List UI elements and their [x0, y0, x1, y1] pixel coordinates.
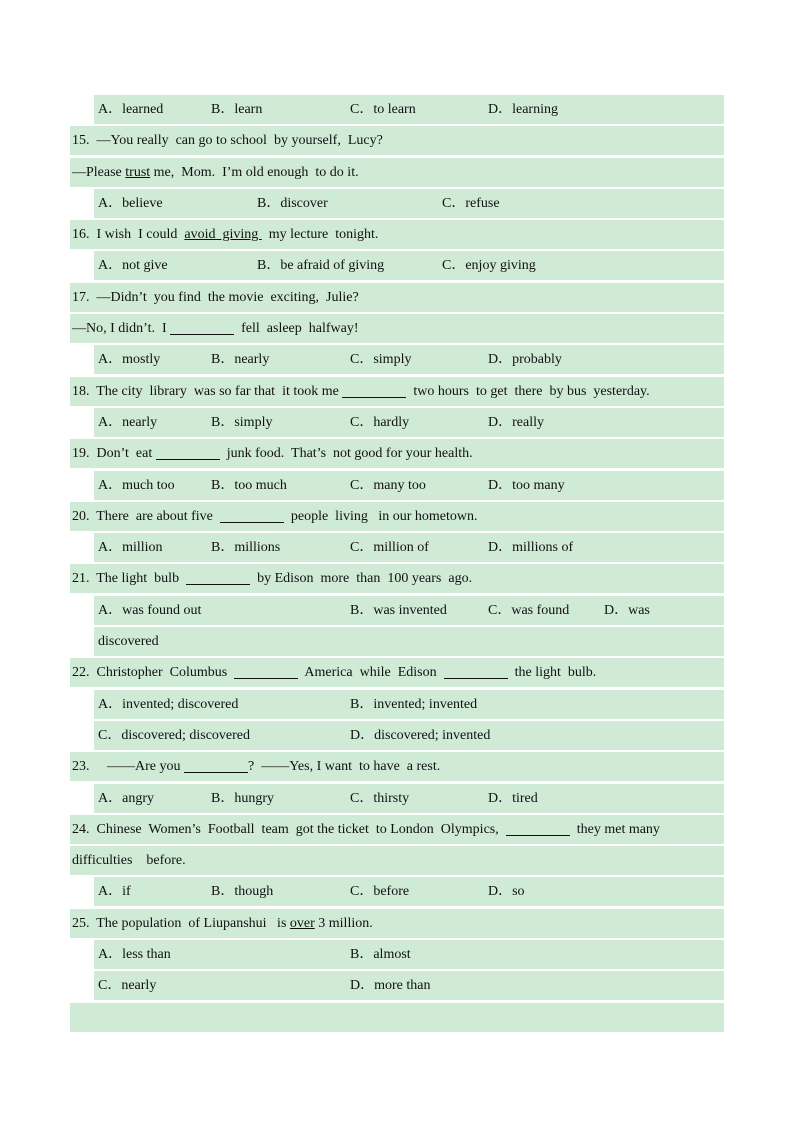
option: C．before — [350, 884, 410, 900]
option: D．discovered; invented — [350, 727, 491, 743]
option: C．thirsty — [350, 790, 410, 806]
options-row — [94, 189, 724, 218]
question-text: my lecture tonight. — [261, 227, 379, 243]
options-row — [94, 940, 724, 969]
question-line — [70, 314, 724, 343]
question-line — [70, 377, 724, 406]
answer-blank — [170, 318, 234, 335]
option: A．much too — [98, 477, 175, 493]
question-line — [70, 846, 724, 875]
question-text: 19. Don’t eat — [72, 446, 156, 462]
question-text: 22. Christopher Columbus — [72, 665, 235, 681]
options-row — [94, 784, 724, 813]
option: A．was found out — [98, 602, 202, 618]
answer-blank — [342, 381, 406, 398]
options-row — [94, 721, 724, 750]
answer-blank — [156, 443, 220, 460]
question-text: 20. There are about five — [72, 508, 220, 524]
question-text: they met many — [569, 821, 660, 837]
question-text: —Please — [72, 164, 126, 180]
option: A．nearly — [98, 414, 158, 430]
option: C．discovered; discovered — [98, 727, 251, 743]
question-text: 24. Chinese Women’s Football team got the ticket to London Olympics, — [72, 821, 506, 837]
options-row — [94, 251, 724, 280]
option: A．believe — [98, 195, 163, 211]
answer-blank — [220, 506, 284, 523]
question-line — [70, 220, 724, 249]
answer-blank — [506, 819, 570, 836]
option: B．simply — [211, 414, 273, 430]
option: A．mostly — [98, 352, 161, 368]
option: B．learn — [211, 102, 263, 117]
options-row — [94, 627, 724, 656]
option: A．invented; discovered — [98, 696, 239, 712]
option: D．really — [488, 414, 544, 430]
question-text: 18. The city library was so far that it took me — [72, 383, 343, 399]
option: D．was — [604, 602, 650, 618]
option: B．almost — [350, 947, 411, 963]
question-text: me, Mom. I’m old enough to do it. — [150, 164, 359, 180]
underlined-phrase: trust — [125, 164, 151, 180]
question-text: 17. —Didn’t you find the movie exciting, Julie? — [72, 289, 359, 305]
question-text: America while Edison — [298, 665, 444, 681]
option: B．though — [211, 884, 274, 900]
option: B．invented; invented — [350, 696, 478, 712]
question-text: two hours to get there by bus yesterday. — [406, 383, 650, 399]
option: D．more than — [350, 978, 431, 994]
question-line — [70, 502, 724, 531]
options-row — [94, 596, 724, 625]
option: D．so — [488, 884, 525, 900]
option: D．probably — [488, 352, 562, 368]
option: B．nearly — [211, 352, 270, 368]
option: A．not give — [98, 258, 168, 274]
option: D．tired — [488, 790, 538, 806]
option: A．learned — [98, 102, 164, 117]
answer-blank — [444, 662, 508, 679]
option: C．hardly — [350, 414, 410, 430]
question-text: the light bulb. — [507, 665, 597, 681]
option: C．simply — [350, 352, 412, 368]
option: C．enjoy giving — [442, 258, 536, 274]
question-text: people living in our hometown. — [283, 508, 478, 524]
question-line — [70, 439, 724, 468]
option: A．if — [98, 884, 131, 900]
question-line — [70, 752, 724, 781]
question-line — [70, 658, 724, 687]
option: C．refuse — [442, 195, 500, 211]
question-line — [70, 564, 724, 593]
option: C．to learn — [350, 102, 416, 117]
option: A．million — [98, 540, 163, 556]
underlined-phrase: over — [289, 915, 315, 931]
question-text: 21. The light bulb — [72, 571, 187, 587]
options-row — [94, 408, 724, 437]
option: D．learning — [488, 102, 558, 117]
question-line — [70, 815, 724, 844]
answer-blank — [186, 568, 250, 585]
option: A．less than — [98, 947, 171, 963]
question-text: 23. ——Are you — [72, 759, 184, 775]
question-text: ? ——Yes, I want to have a rest. — [248, 759, 441, 775]
question-text: fell asleep halfway! — [234, 321, 359, 337]
option: B．was invented — [350, 602, 447, 618]
options-row — [94, 690, 724, 719]
question-text: 3 million. — [314, 915, 373, 931]
option: D．millions of — [488, 540, 574, 556]
question-text: 16. I wish I could — [72, 227, 185, 243]
underlined-phrase: avoid giving — [184, 227, 262, 243]
option: B．discover — [257, 195, 328, 211]
question-line — [70, 158, 724, 187]
option: B．too much — [211, 477, 287, 493]
option: D．too many — [488, 477, 565, 493]
options-row — [94, 971, 724, 1000]
option: C．million of — [350, 540, 429, 556]
question-text: junk food. That’s not good for your health. — [219, 446, 473, 462]
option: discovered — [98, 634, 159, 650]
question-text: 25. The population of Liupanshui is — [72, 915, 290, 931]
option: C．many too — [350, 477, 426, 493]
option: C．nearly — [98, 978, 157, 994]
options-row — [94, 345, 724, 374]
question-line — [70, 126, 724, 155]
answer-blank — [234, 662, 298, 679]
answer-blank — [184, 756, 248, 773]
worksheet — [70, 95, 724, 1034]
option: B．be afraid of giving — [257, 258, 385, 274]
question-text: 15. —You really can go to school by yourself, Lucy? — [72, 133, 383, 149]
option: B．hungry — [211, 790, 274, 806]
question-text: —No, I didn’t. I — [72, 321, 171, 337]
question-line — [70, 909, 724, 938]
question-text: difficulties before. — [72, 853, 186, 869]
options-row — [94, 471, 724, 500]
options-row — [94, 95, 724, 124]
options-row — [94, 877, 724, 906]
empty-row — [70, 1003, 724, 1032]
question-line — [70, 283, 724, 312]
option: C．was found — [488, 602, 570, 618]
option: A．angry — [98, 790, 154, 806]
options-row — [94, 533, 724, 562]
option: B．millions — [211, 540, 281, 556]
question-text: by Edison more than 100 years ago. — [250, 571, 473, 587]
